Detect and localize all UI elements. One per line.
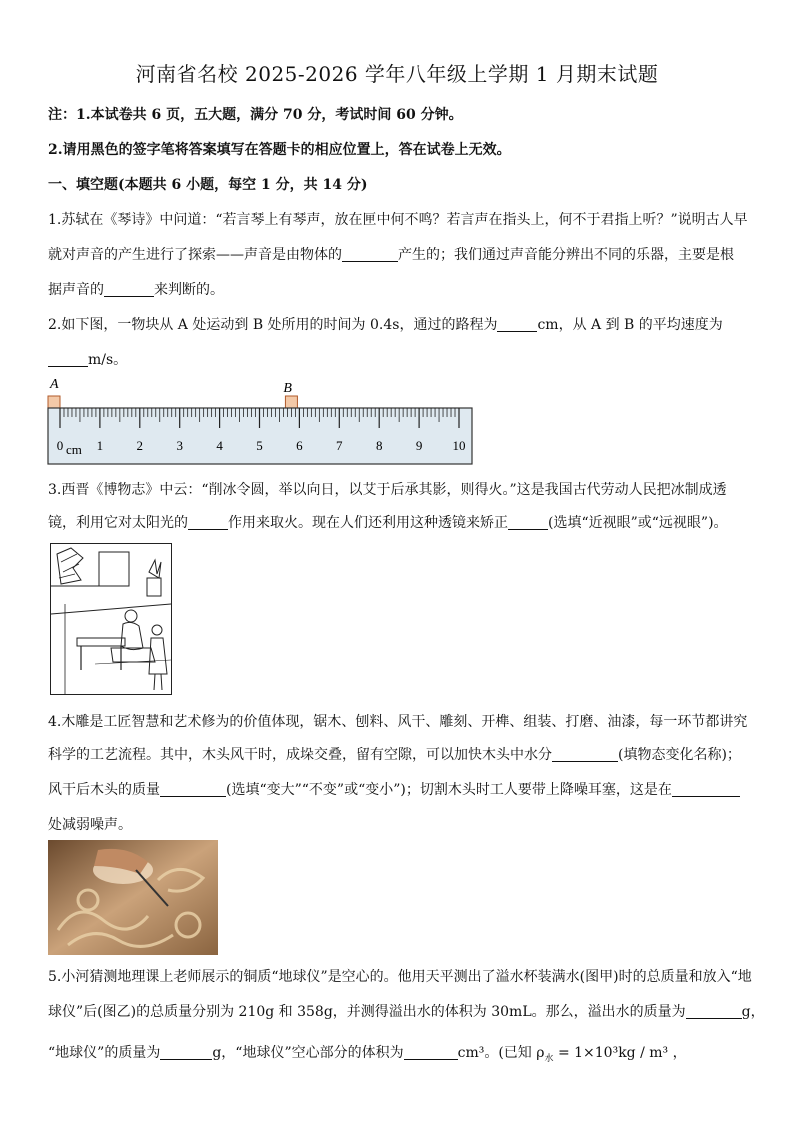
q5-line1: 5.小河猜测地理课上老师展示的铜质“地球仪”是空心的。他用天平测出了溢水杯装满水(图甲)时的总质量和放入“地	[48, 969, 752, 985]
q2-line2: m/s。	[48, 349, 127, 369]
answer-blank	[552, 747, 618, 762]
ruler-tick-label: 3	[176, 438, 183, 453]
q3-line2: 镜，利用它对太阳光的 作用来取火。现在人们还利用这种透镜来矫正 (选填“近视眼”或“远视眼”)。	[48, 515, 728, 531]
ruler-tick-label: 0	[56, 438, 64, 453]
page-title: 河南省名校 2025-2026 学年八年级上学期 1 月期末试题	[135, 62, 659, 86]
section-heading: 一、填空题(本题共 6 小题，每空 1 分，共 14 分)	[48, 177, 368, 193]
q1-line3: 据声音的 来判断的。	[48, 282, 224, 298]
ruler-tick-label: 8	[375, 438, 383, 453]
answer-blank	[404, 1045, 458, 1060]
ancient-illustration	[50, 543, 172, 695]
answer-blank	[160, 1045, 212, 1060]
q4-line1: 4.木雕是工匠智慧和艺术修为的价值体现，锯木、刨料、风干、雕刻、开榫、组装、打磨、油漆，每一环节都讲究	[48, 714, 748, 730]
point-b-label: B	[283, 381, 292, 396]
answer-blank	[686, 1004, 742, 1019]
answer-blank	[497, 317, 537, 332]
answer-blank	[160, 782, 226, 797]
ruler-tick-label: 6	[296, 438, 303, 453]
q4-line4: 处减弱噪声。	[48, 817, 132, 833]
wood-carving-photo	[48, 840, 218, 955]
answer-blank	[342, 247, 398, 262]
point-a-label: A	[50, 377, 59, 392]
q5-line3: “地球仪”的质量为 g，“地球仪”空心部分的体积为 cm³。(已知 $\rho_水 = 1\times 10^3kg / m^3$ ，	[48, 1045, 687, 1064]
ruler-tick-label: 7	[336, 438, 343, 453]
block-a	[48, 396, 60, 408]
answer-blank	[508, 515, 548, 530]
ruler-tick-label: 5	[256, 438, 263, 453]
ruler-tick-label: 1	[96, 438, 104, 453]
answer-blank	[672, 782, 740, 797]
ruler-unit: cm	[66, 442, 82, 457]
answer-blank	[104, 282, 154, 297]
ruler-tick-label: 10	[452, 438, 466, 453]
answer-blank	[48, 352, 88, 367]
q1-line1: 1.苏轼在《琴诗》中问道：“若言琴上有琴声，放在匣中何不鸣？若言声在指头上，何不于君指上听？”说明古人早	[48, 212, 748, 228]
q4-line2: 科学的工艺流程。其中，木头风干时，成垛交叠，留有空隙，可以加快木头中水分 (填物态变化名称)；	[48, 747, 741, 763]
q1-line2: 就对声音的产生进行了探索——声音是由物体的 产生的；我们通过声音能分辨出不同的乐器，主要是根	[48, 247, 734, 263]
ruler-tick-label: 4	[216, 438, 223, 453]
q4-line3: 风干后木头的质量 (选填“变大”“不变”或“变小”)；切割木头时工人要带上降噪耳塞，这是在	[48, 779, 740, 799]
q5-line2: 球仪”后(图乙)的总质量分别为 210g 和 358g，并测得溢出水的体积为 30mL。那么，溢出水的质量为 g，	[48, 1004, 765, 1020]
block-b	[285, 396, 297, 408]
answer-blank	[188, 515, 228, 530]
q3-line1: 3.西晋《博物志》中云：“削冰令圆，举以向日，以艾于后承其影，则得火。”这是我国古代劳动人民把冰制成透	[48, 482, 727, 498]
ruler-tick-label: 9	[415, 438, 423, 453]
ruler-figure	[40, 376, 480, 468]
q2-line1: 2.如下图，一物块从 A 处运动到 B 处所用的时间为 0.4s，通过的路程为 cm，从 A 到 B 的平均速度为	[48, 317, 723, 333]
ruler-tick-label: 2	[136, 438, 144, 453]
note-2: 2.请用黑色的签字笔将答案填写在答题卡的相应位置上，答在试卷上无效。	[48, 142, 511, 158]
note-1: 注：1.本试卷共 6 页，五大题，满分 70 分，考试时间 60 分钟。	[48, 107, 463, 123]
